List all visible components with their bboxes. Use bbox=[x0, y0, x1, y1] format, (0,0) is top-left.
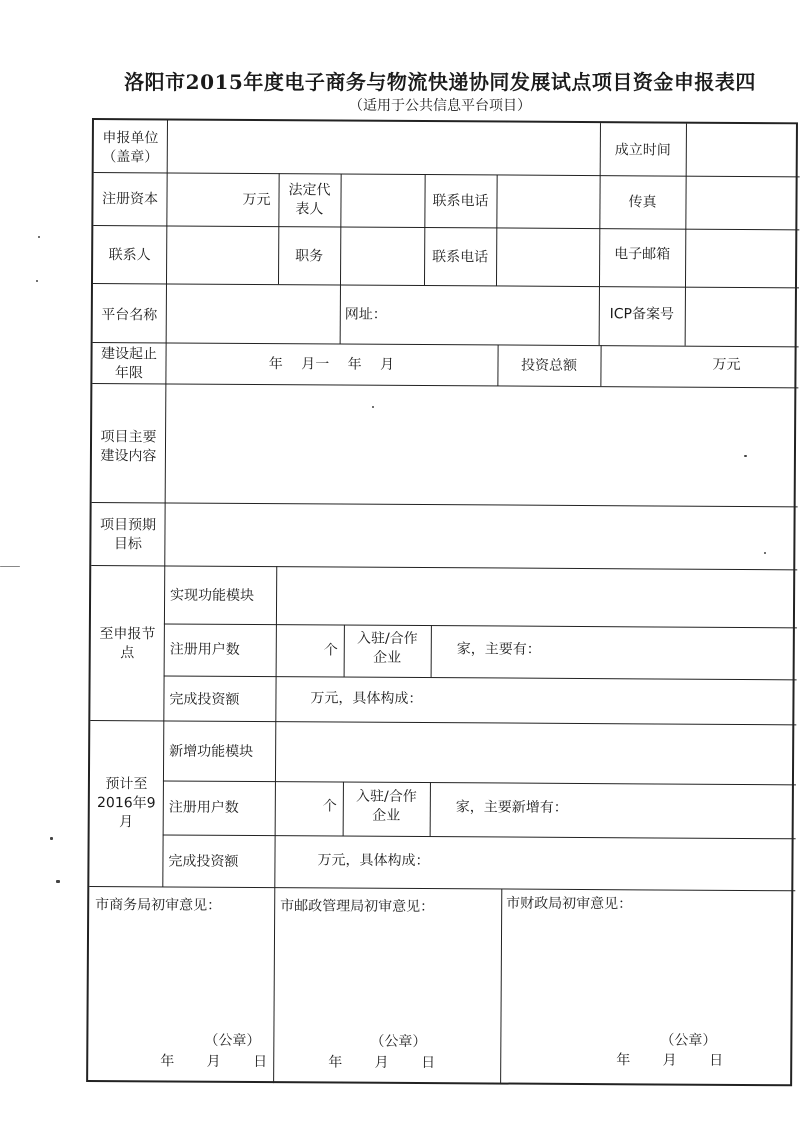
contact-phone-label-1: 联系电话 bbox=[432, 193, 489, 210]
position-label: 职务 bbox=[295, 248, 324, 265]
postal-bureau-date: 年 月 日 bbox=[328, 1054, 436, 1072]
finance-bureau-seal: （公章） bbox=[660, 1032, 717, 1049]
current-function-modules-label: 实现功能模块 bbox=[170, 587, 255, 604]
legal-rep-label-1: 法定代 bbox=[288, 182, 331, 199]
scan-speck bbox=[372, 406, 374, 408]
total-investment-label: 投资总额 bbox=[520, 357, 578, 374]
applicant-unit-seal-label: （盖章） bbox=[102, 149, 159, 166]
icp-record-label: ICP备案号 bbox=[609, 306, 675, 323]
current-section-label-1: 至申报节 bbox=[99, 626, 156, 643]
contact-person-label: 联系人 bbox=[108, 247, 151, 264]
construction-period-value: 年 月一 年 月 bbox=[268, 356, 395, 373]
scan-margin-line bbox=[0, 566, 20, 567]
form-title: 洛阳市2015年度电子商务与物流快递协同发展试点项目资金申报表四 bbox=[124, 70, 756, 94]
commerce-bureau-seal: （公章） bbox=[204, 1032, 261, 1050]
forecast-partners-label-2: 企业 bbox=[372, 807, 401, 824]
current-partners-text: 家，主要有： bbox=[456, 641, 541, 658]
application-form-table bbox=[86, 118, 798, 1086]
scan-speck bbox=[56, 880, 60, 883]
forecast-users-unit: 个 bbox=[322, 798, 337, 815]
contact-phone-label-2: 联系电话 bbox=[432, 249, 489, 266]
platform-name-label: 平台名称 bbox=[101, 307, 158, 324]
current-partners-label-2: 企业 bbox=[373, 649, 402, 666]
main-content-label-1: 项目主要 bbox=[100, 429, 157, 446]
construction-period-label-2: 年限 bbox=[114, 365, 143, 382]
legal-rep-label-2: 表人 bbox=[295, 201, 324, 218]
forecast-section-label-1: 预计至 bbox=[105, 776, 148, 793]
current-investment-text: 万元，具体构成： bbox=[310, 690, 423, 708]
forecast-investment-label: 完成投资额 bbox=[168, 853, 239, 870]
scan-speck bbox=[36, 280, 38, 282]
current-partners-label-1: 入驻/合作 bbox=[356, 630, 418, 647]
current-users-unit: 个 bbox=[323, 642, 338, 659]
capital-unit: 万元 bbox=[242, 191, 271, 209]
scan-speck bbox=[744, 455, 747, 457]
form-subtitle: （适用于公共信息平台项目） bbox=[349, 98, 531, 114]
email-label: 电子邮箱 bbox=[614, 246, 671, 263]
scan-speck bbox=[50, 837, 53, 840]
established-time-label: 成立时间 bbox=[614, 142, 671, 159]
main-content-label-2: 建设内容 bbox=[100, 448, 157, 465]
website-label: 网址： bbox=[344, 306, 387, 323]
commerce-bureau-review-label: 市商务局初审意见： bbox=[95, 897, 222, 914]
finance-bureau-date: 年 月 日 bbox=[616, 1052, 724, 1069]
fax-label: 传真 bbox=[628, 194, 657, 211]
registered-capital-label: 注册资本 bbox=[101, 191, 159, 208]
scan-speck bbox=[764, 552, 766, 554]
applicant-unit-label: 申报单位 bbox=[102, 130, 159, 147]
current-section-label-2: 点 bbox=[120, 645, 135, 662]
postal-bureau-seal: （公章） bbox=[370, 1033, 427, 1051]
forecast-section-label-2: 2016年9 bbox=[96, 795, 156, 812]
forecast-registered-users-label: 注册用户数 bbox=[168, 799, 239, 816]
scan-speck bbox=[38, 236, 40, 238]
expected-goal-label-1: 项目预期 bbox=[99, 517, 157, 534]
forecast-investment-text: 万元，具体构成： bbox=[317, 852, 430, 870]
forecast-partners-text: 家，主要新增有： bbox=[455, 799, 568, 816]
commerce-bureau-date: 年 月 日 bbox=[160, 1053, 268, 1071]
current-investment-label: 完成投资额 bbox=[169, 691, 240, 708]
expected-goal-label-2: 目标 bbox=[113, 536, 142, 553]
forecast-partners-label-1: 入驻/合作 bbox=[355, 788, 417, 805]
investment-unit: 万元 bbox=[712, 356, 741, 373]
construction-period-label-1: 建设起止 bbox=[101, 346, 158, 363]
forecast-section-label-3: 月 bbox=[119, 814, 134, 831]
postal-bureau-review-label: 市邮政管理局初审意见： bbox=[280, 898, 435, 916]
finance-bureau-review-label: 市财政局初审意见： bbox=[506, 895, 633, 913]
current-registered-users-label: 注册用户数 bbox=[169, 641, 240, 658]
forecast-function-modules-label: 新增功能模块 bbox=[169, 743, 254, 760]
